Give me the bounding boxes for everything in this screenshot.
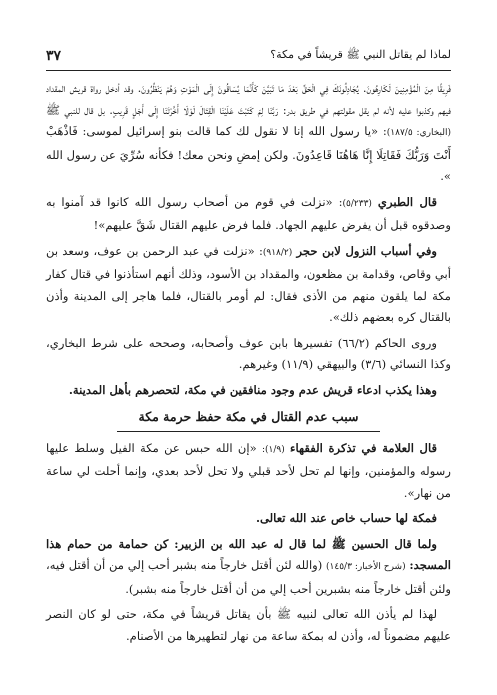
body-text: «إن الله حبس عن مكة الفيل وسلط عليها رسوله والمؤمنين، وإنها لم تحل لأحد قبلي ولا تحل لأحد بعدي، وإنما أحلت لي ساعة من نهار».	[46, 440, 451, 500]
source-lead: قال العلامة في تذكرة الفقهاء	[290, 440, 438, 455]
body-text: لهذا لم يأذن الله تعالى لنبيه ﷺ بأن يقاتل قريشاً في مكة، حتى لو كان النصر عليهم مضموناً له، وأذن له بمكة ساعة من نهار لتطهيرها من الأصنام.	[46, 607, 451, 643]
paragraph-2	[46, 192, 451, 237]
quran-verse: فَرِيقًا مِنَ الْمُؤْمِنِينَ لَكَارِهُونَ. يُجَادِلُونَكَ فِي الْحَقِّ بَعْدَ مَا تَبَيَّنَ كَأَنَّمَا يُسَاقُونَ إِلَى الْمَوْتِ وَهُمْ يَنْظُرُونَ.	[137, 81, 451, 95]
section-heading	[46, 405, 451, 432]
body-text: : «نزلت في قوم من أصحاب رسول الله كانوا قد آمنوا به وصدقوه قبل أن يفرض عليهم الجهاد. فلما فرض عليهم القتال شَقَّ عليهم»!	[46, 194, 451, 232]
body-text: : «يا رسول الله إنا لا نقول لك كما قالت بنو إسرائيل لموسى: فَاذْهَبْ أَنْتَ وَرَبُّكَ فَقَاتِلَا إِنَّا هَاهُنَا قَاعِدُونَ. ولكن إمضِ ونحن معك! فكأنه سُرِّيَ عن رسول الله ».	[46, 124, 451, 183]
page-body	[46, 78, 451, 651]
header-rule	[46, 70, 451, 71]
page-number: ٣٧	[46, 48, 62, 64]
body-text: (والله لئن أقتل خارجاً منه بشبر أحب إلي من أن أقتل فيه، ولئن أقتل خارجاً منه بشبرين أحب إلي من أن أقتل خارجاً منه بشبر).	[46, 558, 451, 596]
body-text: بل قال للنبي ﷺ	[46, 102, 105, 117]
page-header	[46, 44, 451, 68]
paragraph-5	[46, 380, 451, 402]
paragraph-1	[46, 78, 451, 188]
source-lead: قال الطبري	[377, 194, 437, 209]
quran-verse: رَبَّنَا لِمَ كَتَبْتَ عَلَيْنَا الْقِتَالَ لَوْلَا أَخَّرْتَنَا إِلَى أَجَلٍ قَرِيبٍ.	[109, 102, 279, 117]
paragraph-6	[46, 438, 451, 505]
citation: (البخاري: ١٨٧/٥)	[386, 128, 451, 138]
body-text: وروى الحاكم (٦٦/٢) تفسيرها بابن عوف وأصحابه، وصححه على شرط البخاري، وكذا النسائي (٣/٦) والبيهقي (١١/٩) وغيرهم.	[46, 335, 451, 371]
running-title: لماذا لم يقاتل النبي ﷺ قريشاً في مكة؟	[270, 48, 451, 61]
citation: (٩١٨/٢)	[262, 247, 293, 258]
paragraph-9	[46, 604, 451, 647]
source-lead: ولما قال الحسين ﷺ لما قال له عبد الله بن الزبير: كن حمامة من حمام هذا المسجد:	[46, 536, 451, 572]
body-text: فمكة لها حساب خاص عند الله تعالى.	[255, 511, 437, 525]
body-text: : «نزلت في عبد الرحمن بن عوف، وسعد بن أبي وقاص، وقدامة بن مظعون، والمقداد بن الأسود، وذلك أنهم استأذنوا في قتال كفار مكة لما يلقون منهم من الأذى فقال: لم أومر بالقتال، فلما هاجر إلى المدينة وأذن بالقتال كره بعضهم ذلك».	[46, 243, 451, 324]
paragraph-3	[46, 241, 451, 329]
body-text: وهذا يكذب ادعاء قريش عدم وجود منافقين في مكة، لتحصرهم بأهل المدينة.	[68, 382, 437, 397]
citation: (شرح الأخبار: ١٤٥/٣)	[326, 562, 406, 572]
body-text: وقد أدخل رواة قريش المقداد فيهم وكذبوا عليه لأنه لم يقل مقولتهم في طريق بدر:	[46, 81, 451, 117]
paragraph-8	[46, 534, 451, 601]
section-heading-text: سبب عدم القتال في مكة حفظ حرمة مكة	[117, 405, 381, 432]
source-lead: وفي أسباب النزول لابن حجر	[296, 243, 438, 258]
paragraph-4	[46, 333, 451, 376]
citation: (١/٩):	[262, 444, 285, 455]
citation: (٥/٢٣٣)	[342, 198, 372, 209]
paragraph-7	[46, 508, 451, 530]
